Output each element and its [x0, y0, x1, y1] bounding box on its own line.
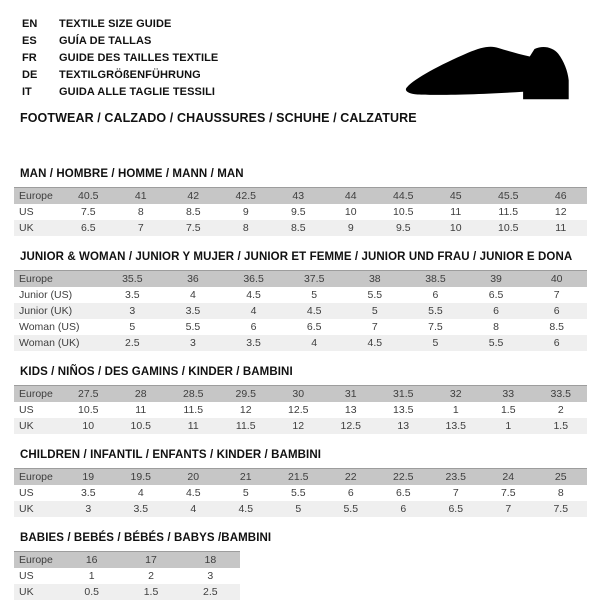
size-cell: 5.5	[488, 337, 504, 349]
language-code: ES	[22, 35, 37, 47]
size-cell: 6.5	[488, 289, 504, 301]
size-cell: 3	[207, 570, 214, 582]
language-row	[22, 50, 218, 67]
size-cell: 21	[239, 471, 252, 483]
size-cell: 8.5	[185, 206, 201, 218]
table-row	[14, 319, 587, 335]
language-code: IT	[22, 86, 32, 98]
size-cell: 10.5	[393, 206, 414, 218]
size-cell: 6	[400, 503, 407, 515]
size-cell: 25	[554, 471, 567, 483]
size-cell: 6	[553, 305, 560, 317]
shoe-icon	[392, 24, 582, 110]
size-section	[14, 167, 588, 236]
table-row	[14, 287, 587, 303]
size-table	[14, 551, 240, 600]
size-cell: 10.5	[498, 222, 519, 234]
size-cell: 46	[554, 190, 567, 202]
size-cell: 6	[493, 305, 499, 317]
size-cell: 11	[555, 222, 567, 234]
size-cell: 31	[344, 388, 357, 400]
size-cell: 13.5	[445, 420, 466, 432]
size-cell: 5.5	[367, 289, 383, 301]
size-cell: 7.5	[80, 206, 96, 218]
size-cell: 4.5	[367, 337, 383, 349]
size-cell: 5.5	[343, 503, 359, 515]
row-label: US	[19, 487, 34, 499]
size-table	[14, 385, 587, 434]
size-cell: 3	[190, 337, 196, 349]
size-cell: 6.5	[80, 222, 96, 234]
size-cell: 4	[137, 487, 144, 499]
size-cell: 10	[344, 206, 357, 218]
size-cell: 5	[432, 337, 439, 349]
language-code: EN	[22, 18, 38, 30]
size-table	[14, 270, 587, 351]
size-cell: 3	[85, 503, 92, 515]
section-title: KIDS / NIÑOS / DES GAMINS / KINDER / BAMBINI	[20, 366, 293, 378]
language-row	[22, 16, 218, 33]
size-cell: 4.5	[238, 503, 254, 515]
table-row	[14, 552, 240, 569]
row-label: Woman (US)	[19, 321, 80, 333]
size-cell: 1	[452, 404, 459, 416]
size-cell: 21.5	[288, 471, 309, 483]
section-title: MAN / HOMBRE / HOMME / MANN / MAN	[20, 168, 244, 180]
row-label: US	[19, 404, 34, 416]
size-cell: 4	[250, 305, 257, 317]
table-row	[14, 568, 240, 584]
size-cell: 10	[449, 222, 462, 234]
size-cell: 12	[554, 206, 567, 218]
table-row	[14, 386, 587, 403]
size-cell: 8.5	[549, 321, 564, 333]
size-cell: 38	[368, 273, 381, 285]
table-row	[14, 501, 587, 517]
size-cell: 10.5	[130, 420, 151, 432]
size-cell: 40.5	[78, 190, 99, 202]
size-cell: 2	[557, 404, 564, 416]
size-cell: 33.5	[550, 388, 571, 400]
size-cell: 11.5	[183, 404, 204, 416]
table-row	[14, 271, 587, 288]
size-cell: 12	[292, 420, 305, 432]
size-cell: 2	[148, 570, 154, 582]
size-cell: 39	[490, 273, 502, 285]
size-cell: 5	[129, 321, 136, 333]
size-cell: 10	[82, 420, 95, 432]
size-cell: 7	[452, 487, 459, 499]
row-label: US	[19, 206, 34, 218]
size-cell: 4	[190, 289, 196, 301]
size-cell: 45.5	[498, 190, 519, 202]
size-cell: 3.5	[185, 305, 201, 317]
size-cell: 41	[134, 190, 147, 202]
size-cell: 7.5	[185, 222, 201, 234]
size-cell: 1.5	[553, 420, 569, 432]
size-cell: 7	[505, 503, 512, 515]
size-cell: 5	[295, 503, 302, 515]
size-cell: 9.5	[290, 206, 306, 218]
size-cell: 11.5	[498, 206, 519, 218]
size-cell: 42.5	[235, 190, 256, 202]
size-cell: 17	[145, 554, 157, 566]
size-cell: 33	[502, 388, 515, 400]
size-cell: 18	[204, 554, 217, 566]
size-cell: 44	[344, 190, 357, 202]
size-cell: 7.5	[553, 503, 569, 515]
size-cell: 11	[450, 206, 462, 218]
size-cell: 44.5	[393, 190, 414, 202]
size-cell: 38.5	[425, 273, 446, 285]
row-label: US	[19, 570, 34, 582]
size-cell: 6.5	[306, 321, 322, 333]
language-code: DE	[22, 69, 38, 81]
row-label: Woman (UK)	[19, 337, 80, 349]
size-cell: 8.5	[290, 222, 306, 234]
size-table	[14, 187, 587, 236]
size-tables	[14, 127, 588, 600]
size-section	[14, 448, 588, 517]
size-section	[14, 531, 588, 600]
size-cell: 11	[187, 420, 199, 432]
size-cell: 31.5	[393, 388, 414, 400]
language-row	[22, 33, 218, 50]
size-cell: 4.5	[306, 305, 322, 317]
size-cell: 6.5	[395, 487, 411, 499]
size-cell: 11	[135, 404, 147, 416]
row-label: Junior (US)	[19, 289, 73, 301]
language-label: GUIDA ALLE TAGLIE TESSILI	[59, 86, 216, 98]
size-cell: 6	[347, 487, 354, 499]
size-cell: 9.5	[395, 222, 411, 234]
size-cell: 6	[432, 289, 439, 301]
size-cell: 0.5	[84, 586, 99, 598]
size-cell: 5.5	[185, 321, 201, 333]
size-cell: 23.5	[445, 471, 466, 483]
language-label: GUÍA DE TALLAS	[59, 35, 152, 47]
row-label: Junior (UK)	[19, 305, 73, 317]
size-cell: 8	[493, 321, 499, 333]
size-cell: 2.5	[125, 337, 140, 349]
size-cell: 11.5	[235, 420, 256, 432]
size-cell: 13	[344, 404, 357, 416]
size-cell: 9	[242, 206, 249, 218]
section-title: JUNIOR & WOMAN / JUNIOR Y MUJER / JUNIOR ET FEMME / JUNIOR UND FRAU / JUNIOR E DONA	[20, 251, 573, 263]
row-label: Europe	[19, 554, 53, 566]
size-section	[14, 250, 588, 351]
row-label: Europe	[19, 190, 53, 202]
size-cell: 10.5	[78, 404, 99, 416]
size-cell: 24	[502, 471, 515, 483]
size-cell: 35.5	[122, 273, 143, 285]
table-row	[14, 188, 587, 205]
language-label: TEXTILE SIZE GUIDE	[59, 18, 172, 30]
language-list	[22, 16, 218, 101]
size-cell: 42	[187, 190, 200, 202]
size-cell: 6	[553, 337, 560, 349]
size-cell: 27.5	[78, 388, 99, 400]
size-cell: 43	[292, 190, 305, 202]
table-row	[14, 402, 587, 418]
size-cell: 5	[371, 305, 378, 317]
row-label: Europe	[19, 388, 53, 400]
size-cell: 5.5	[428, 305, 443, 317]
size-cell: 1.5	[500, 404, 516, 416]
size-cell: 1.5	[143, 586, 159, 598]
table-row	[14, 335, 587, 351]
row-label: Europe	[19, 273, 53, 285]
size-cell: 3.5	[246, 337, 261, 349]
size-table	[14, 468, 587, 517]
table-row	[14, 303, 587, 319]
row-label: UK	[19, 503, 34, 515]
table-row	[14, 469, 587, 486]
size-cell: 36.5	[243, 273, 264, 285]
table-row	[14, 418, 587, 434]
size-cell: 12.5	[288, 404, 309, 416]
size-cell: 19.5	[130, 471, 151, 483]
size-cell: 9	[347, 222, 354, 234]
row-label: UK	[19, 420, 34, 432]
size-cell: 4	[190, 503, 197, 515]
size-cell: 20	[187, 471, 200, 483]
size-cell: 32	[449, 388, 462, 400]
size-cell: 36	[187, 273, 199, 285]
size-cell: 7.5	[500, 487, 516, 499]
size-cell: 7	[137, 222, 144, 234]
table-row	[14, 584, 240, 600]
size-cell: 3.5	[125, 289, 140, 301]
size-cell: 7	[371, 321, 378, 333]
size-cell: 4	[311, 337, 318, 349]
size-cell: 5	[242, 487, 249, 499]
category-title: FOOTWEAR / CALZADO / CHAUSSURES / SCHUHE / CALZATURE	[20, 111, 417, 125]
row-label: UK	[19, 586, 34, 598]
size-cell: 30	[292, 388, 305, 400]
size-cell: 37.5	[303, 273, 325, 285]
size-cell: 8	[137, 206, 144, 218]
size-cell: 1	[505, 420, 512, 432]
size-cell: 3	[129, 305, 136, 317]
language-label: TEXTILGRÖßENFÜHRUNG	[59, 69, 201, 81]
size-cell: 1	[88, 570, 95, 582]
table-row	[14, 220, 587, 236]
size-cell: 8	[242, 222, 249, 234]
size-cell: 7	[553, 289, 560, 301]
language-code: FR	[22, 52, 37, 64]
size-cell: 12.5	[340, 420, 361, 432]
language-row	[22, 84, 218, 101]
size-cell: 28.5	[183, 388, 204, 400]
size-cell: 5	[311, 289, 318, 301]
table-row	[14, 485, 587, 501]
section-title: BABIES / BEBÉS / BÉBÉS / BABYS /BAMBINI	[20, 532, 272, 544]
size-cell: 40	[550, 273, 563, 285]
size-cell: 28	[134, 388, 147, 400]
language-label: GUIDE DES TAILLES TEXTILE	[59, 52, 219, 64]
size-cell: 13	[397, 420, 410, 432]
size-cell: 5.5	[290, 487, 306, 499]
size-cell: 12	[239, 404, 252, 416]
size-cell: 19	[82, 471, 95, 483]
size-cell: 22	[344, 471, 357, 483]
section-title: CHILDREN / INFANTIL / ENFANTS / KINDER / BAMBINI	[20, 449, 322, 461]
size-cell: 4.5	[246, 289, 261, 301]
size-cell: 22.5	[393, 471, 414, 483]
size-cell: 16	[85, 554, 98, 566]
language-row	[22, 67, 218, 84]
size-cell: 6.5	[448, 503, 464, 515]
size-cell: 13.5	[393, 404, 414, 416]
size-cell: 6	[250, 321, 257, 333]
size-cell: 7.5	[428, 321, 443, 333]
size-cell: 45	[449, 190, 462, 202]
size-cell: 3.5	[133, 503, 149, 515]
size-cell: 3.5	[80, 487, 96, 499]
row-label: Europe	[19, 471, 53, 483]
size-section	[14, 365, 588, 434]
row-label: UK	[19, 222, 34, 234]
table-row	[14, 204, 587, 220]
size-cell: 29.5	[235, 388, 256, 400]
size-cell: 2.5	[203, 586, 218, 598]
size-cell: 8	[557, 487, 564, 499]
size-cell: 4.5	[185, 487, 201, 499]
